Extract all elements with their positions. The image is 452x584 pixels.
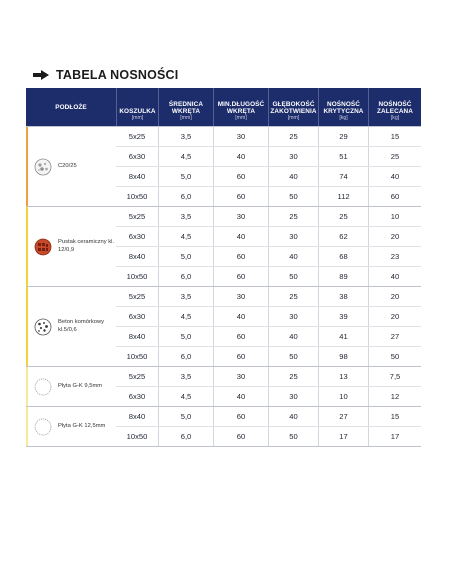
table-cell: 7,5 — [368, 367, 421, 386]
group-rows — [116, 367, 421, 406]
table-cell: 6,0 — [158, 267, 213, 286]
table-cell: 4,5 — [158, 387, 213, 406]
table-cell: 62 — [318, 227, 368, 246]
table-cell: 40 — [268, 167, 318, 186]
table-cell: 3,5 — [158, 127, 213, 146]
header-label: KOSZULKA — [119, 108, 156, 115]
substrate-group — [26, 206, 421, 286]
group-rows — [116, 287, 421, 366]
table-row — [116, 407, 421, 426]
group-rows — [116, 127, 421, 206]
table-cell: 23 — [368, 247, 421, 266]
table-row — [116, 326, 421, 346]
table-cell: 60 — [213, 347, 268, 366]
table-cell: 5x25 — [128, 212, 146, 221]
table-cell: 41 — [318, 327, 368, 346]
substrate-label: C20/25 — [58, 162, 77, 169]
table-cell: 25 — [368, 147, 421, 166]
table-header — [26, 88, 421, 126]
table-cell: 17 — [368, 427, 421, 446]
group-rows — [116, 207, 421, 286]
group-rows — [116, 407, 421, 446]
table-row — [116, 306, 421, 326]
header-unit: [kg] — [339, 115, 348, 121]
table-row — [116, 207, 421, 226]
header-cell — [368, 88, 421, 126]
table-cell: 30 — [213, 287, 268, 306]
table-cell: 30 — [268, 227, 318, 246]
table-cell: 13 — [318, 367, 368, 386]
header-label: NOŚNOŚĆ ZALECANA — [377, 101, 413, 115]
table-row — [116, 166, 421, 186]
table-row — [116, 367, 421, 386]
table-cell: 8x40 — [128, 172, 146, 181]
table-cell: 12 — [368, 387, 421, 406]
concrete-icon — [34, 158, 52, 176]
table-cell: 25 — [268, 367, 318, 386]
drywall-icon — [34, 378, 52, 396]
load-capacity-table — [26, 88, 421, 447]
header-label: ŚREDNICA WKRĘTA — [168, 101, 204, 115]
header-cell — [116, 88, 158, 126]
table-cell: 60 — [213, 407, 268, 426]
substrate-cell — [26, 367, 116, 406]
table-cell: 10x50 — [126, 192, 148, 201]
table-cell: 25 — [268, 287, 318, 306]
header-label: PODŁOŻE — [55, 103, 87, 111]
table-cell: 29 — [318, 127, 368, 146]
table-cell: 50 — [268, 427, 318, 446]
table-cell: 60 — [213, 327, 268, 346]
table-cell: 30 — [213, 207, 268, 226]
table-cell: 51 — [318, 147, 368, 166]
table-cell: 3,5 — [158, 367, 213, 386]
table-row — [116, 426, 421, 446]
table-cell: 20 — [368, 227, 421, 246]
table-cell: 5,0 — [158, 167, 213, 186]
table-cell: 5,0 — [158, 247, 213, 266]
table-cell: 60 — [213, 247, 268, 266]
table-cell: 6,0 — [158, 187, 213, 206]
page-title: TABELA NOSNOŚCI — [56, 68, 179, 82]
table-body — [26, 126, 421, 447]
table-cell: 68 — [318, 247, 368, 266]
substrate-group — [26, 406, 421, 447]
table-cell: 6x30 — [128, 152, 146, 161]
table-cell: 15 — [368, 407, 421, 426]
table-row — [116, 266, 421, 286]
table-cell: 8x40 — [128, 412, 146, 421]
table-row — [116, 386, 421, 406]
table-cell: 4,5 — [158, 147, 213, 166]
table-title-row — [32, 67, 178, 83]
table-cell: 15 — [368, 127, 421, 146]
table-cell: 98 — [318, 347, 368, 366]
table-cell: 4,5 — [158, 307, 213, 326]
table-cell: 74 — [318, 167, 368, 186]
substrate-cell — [26, 207, 116, 286]
table-cell: 30 — [213, 127, 268, 146]
table-cell: 40 — [268, 327, 318, 346]
table-cell: 40 — [213, 147, 268, 166]
header-unit: [mm] — [235, 115, 247, 121]
table-cell: 40 — [268, 247, 318, 266]
table-cell: 20 — [368, 287, 421, 306]
table-cell: 60 — [213, 167, 268, 186]
table-cell: 60 — [213, 427, 268, 446]
table-cell: 30 — [213, 367, 268, 386]
ceramic-block-icon — [34, 238, 52, 256]
table-cell: 3,5 — [158, 207, 213, 226]
table-cell: 20 — [368, 307, 421, 326]
table-cell: 17 — [318, 427, 368, 446]
substrate-label: Beton komórkowy kl.5/0,6 — [58, 319, 105, 333]
table-cell: 10 — [368, 207, 421, 226]
table-cell: 50 — [368, 347, 421, 366]
table-row — [116, 146, 421, 166]
header-unit: [kg] — [390, 115, 400, 121]
header-label: NOŚNOŚĆ KRYTYCZNA — [323, 101, 364, 115]
table-cell: 5x25 — [128, 132, 146, 141]
substrate-cell — [26, 287, 116, 366]
header-cell — [26, 88, 116, 126]
header-cell — [213, 88, 268, 126]
table-cell: 50 — [268, 347, 318, 366]
table-cell: 27 — [318, 407, 368, 426]
table-cell: 50 — [268, 187, 318, 206]
table-row — [116, 246, 421, 266]
table-row — [116, 226, 421, 246]
table-cell: 4,5 — [158, 227, 213, 246]
table-cell: 5,0 — [158, 327, 213, 346]
drywall-icon — [34, 418, 52, 436]
table-row — [116, 287, 421, 306]
table-cell: 10x50 — [126, 432, 148, 441]
header-cell — [268, 88, 318, 126]
table-cell: 30 — [268, 307, 318, 326]
table-cell: 6x30 — [128, 392, 146, 401]
table-cell: 38 — [318, 287, 368, 306]
table-cell: 5x25 — [128, 372, 146, 381]
substrate-group — [26, 366, 421, 406]
table-cell: 3,5 — [158, 287, 213, 306]
table-cell: 60 — [368, 187, 421, 206]
table-cell: 40 — [368, 267, 421, 286]
header-label: MIN.DŁUGOŚĆ WKRĘTA — [217, 101, 265, 115]
table-row — [116, 346, 421, 366]
header-cell — [318, 88, 368, 126]
substrate-group — [26, 126, 421, 206]
table-cell: 40 — [213, 227, 268, 246]
table-cell: 5x25 — [128, 292, 146, 301]
arrow-icon — [32, 69, 50, 81]
table-cell: 89 — [318, 267, 368, 286]
table-cell: 39 — [318, 307, 368, 326]
table-cell: 8x40 — [128, 332, 146, 341]
table-row — [116, 127, 421, 146]
table-cell: 60 — [213, 267, 268, 286]
table-cell: 8x40 — [128, 252, 146, 261]
header-unit: [mm] — [287, 115, 300, 121]
table-cell: 25 — [268, 127, 318, 146]
table-cell: 6x30 — [128, 232, 146, 241]
table-cell: 10x50 — [126, 352, 148, 361]
table-cell: 25 — [318, 207, 368, 226]
substrate-label: Płyta G-K 12,5mm — [58, 422, 106, 429]
aerated-concrete-icon — [34, 318, 52, 336]
table-cell: 10x50 — [126, 272, 148, 281]
table-cell: 50 — [268, 267, 318, 286]
header-unit: [mm] — [131, 115, 144, 121]
substrate-cell — [26, 407, 116, 446]
substrate-group — [26, 286, 421, 366]
table-cell: 40 — [368, 167, 421, 186]
table-cell: 27 — [368, 327, 421, 346]
table-cell: 30 — [268, 387, 318, 406]
header-cell — [158, 88, 213, 126]
table-cell: 25 — [268, 207, 318, 226]
table-cell: 40 — [213, 387, 268, 406]
header-unit: [mm] — [180, 115, 192, 121]
table-cell: 6,0 — [158, 427, 213, 446]
table-cell: 5,0 — [158, 407, 213, 426]
table-cell: 112 — [318, 187, 368, 206]
table-row — [116, 186, 421, 206]
table-cell: 6,0 — [158, 347, 213, 366]
table-cell: 60 — [213, 187, 268, 206]
table-cell: 6x30 — [128, 312, 146, 321]
table-cell: 10 — [318, 387, 368, 406]
substrate-cell — [26, 127, 116, 206]
table-cell: 40 — [268, 407, 318, 426]
table-cell: 40 — [213, 307, 268, 326]
table-cell: 30 — [268, 147, 318, 166]
header-label: GŁĘBOKOŚĆ ZAKOTWIENIA — [270, 101, 317, 115]
substrate-label: Pustak ceramiczny kl. 12/0,9 — [58, 239, 115, 253]
substrate-label: Płyta G-K 9,5mm — [58, 382, 103, 389]
